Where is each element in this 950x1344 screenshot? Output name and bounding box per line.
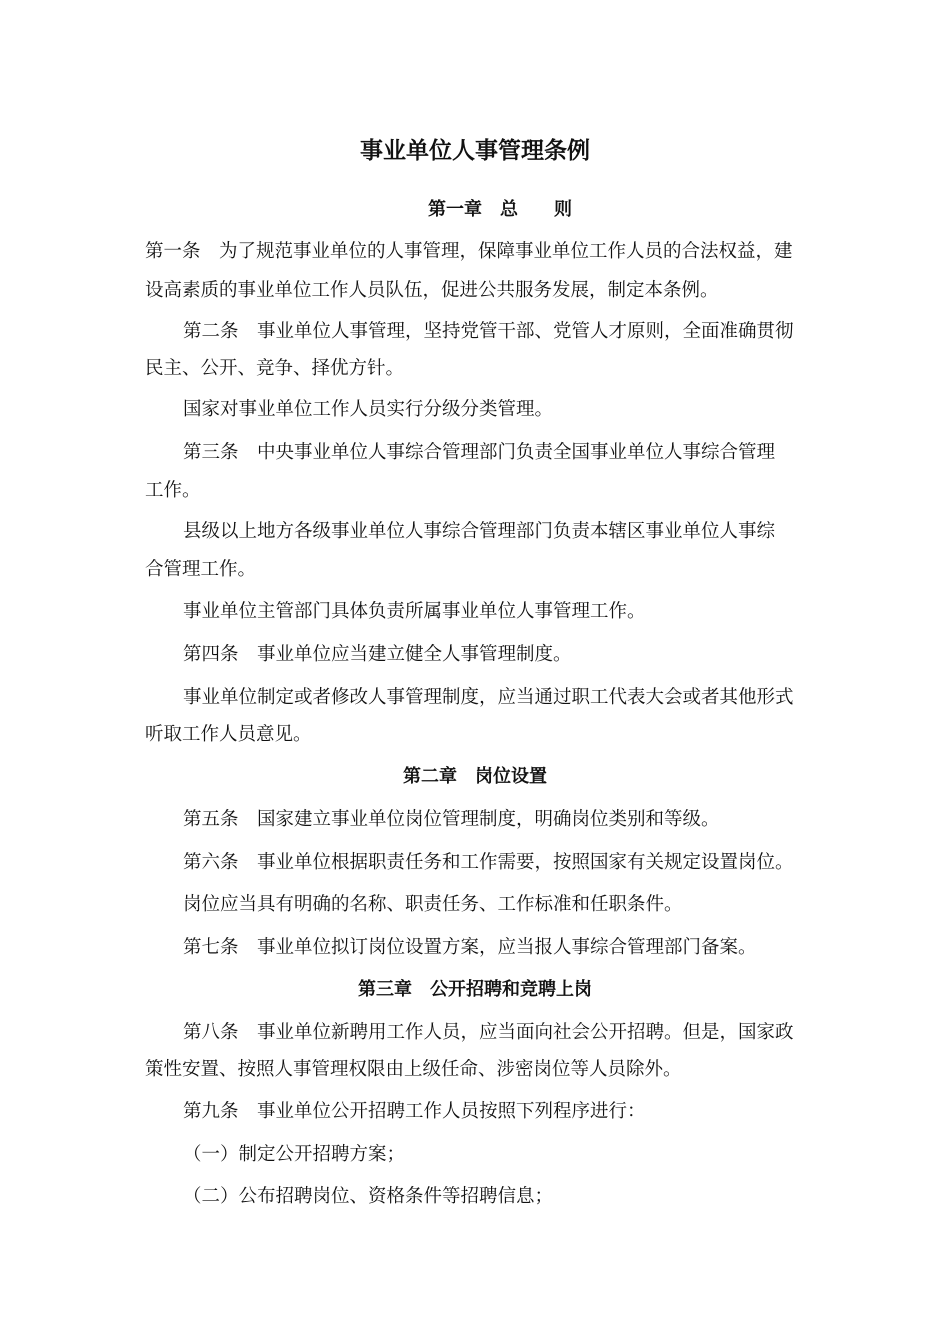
text-line: （一）制定公开招聘方案；: [183, 1144, 406, 1165]
text-line: 策性安置、按照人事管理权限由上级任命、涉密岗位等人员除外。: [145, 1059, 682, 1080]
text-line: 岗位应当具有明确的名称、职责任务、工作标准和任职条件。: [183, 894, 683, 915]
text-line: 民主、公开、竞争、择优方针。: [145, 358, 405, 379]
text-line: 县级以上地方各级事业单位人事综合管理部门负责本辖区事业单位人事综: [183, 521, 776, 542]
text-line: 第二条 事业单位人事管理，坚持党管干部、党管人才原则，全面准确贯彻: [183, 321, 794, 342]
text-line: 事业单位制定或者修改人事管理制度，应当通过职工代表大会或者其他形式: [183, 687, 794, 708]
text-line: 听取工作人员意见。: [145, 724, 312, 745]
text-line: 第三条 中央事业单位人事综合管理部门负责全国事业单位人事综合管理: [183, 442, 776, 463]
chapter-heading-3: 第三章 公开招聘和竞聘上岗: [358, 979, 592, 1000]
text-line: 设高素质的事业单位工作人员队伍，促进公共服务发展，制定本条例。: [145, 280, 719, 301]
text-line: 第五条 国家建立事业单位岗位管理制度，明确岗位类别和等级。: [183, 809, 720, 830]
text-line: 第八条 事业单位新聘用工作人员，应当面向社会公开招聘。但是，国家政: [183, 1022, 794, 1043]
text-line: 合管理工作。: [145, 559, 257, 580]
text-line: 第四条 事业单位应当建立健全人事管理制度。: [183, 644, 572, 665]
text-line: 第七条 事业单位拟订岗位设置方案，应当报人事综合管理部门备案。: [183, 937, 757, 958]
chapter-heading-2: 第二章 岗位设置: [403, 766, 547, 787]
document-title: 事业单位人事管理条例: [360, 138, 590, 164]
text-line: 事业单位主管部门具体负责所属事业单位人事管理工作。: [183, 601, 646, 622]
text-line: 国家对事业单位工作人员实行分级分类管理。: [183, 399, 554, 420]
text-line: 第六条 事业单位根据职责任务和工作需要，按照国家有关规定设置岗位。: [183, 852, 794, 873]
text-line: 第九条 事业单位公开招聘工作人员按照下列程序进行：: [183, 1101, 646, 1122]
text-line: 第一条 为了规范事业单位的人事管理，保障事业单位工作人员的合法权益，建: [145, 241, 793, 262]
chapter-heading-1: 第一章 总 则: [428, 199, 572, 220]
text-line: 工作。: [145, 480, 201, 501]
text-line: （二）公布招聘岗位、资格条件等招聘信息；: [183, 1186, 554, 1207]
